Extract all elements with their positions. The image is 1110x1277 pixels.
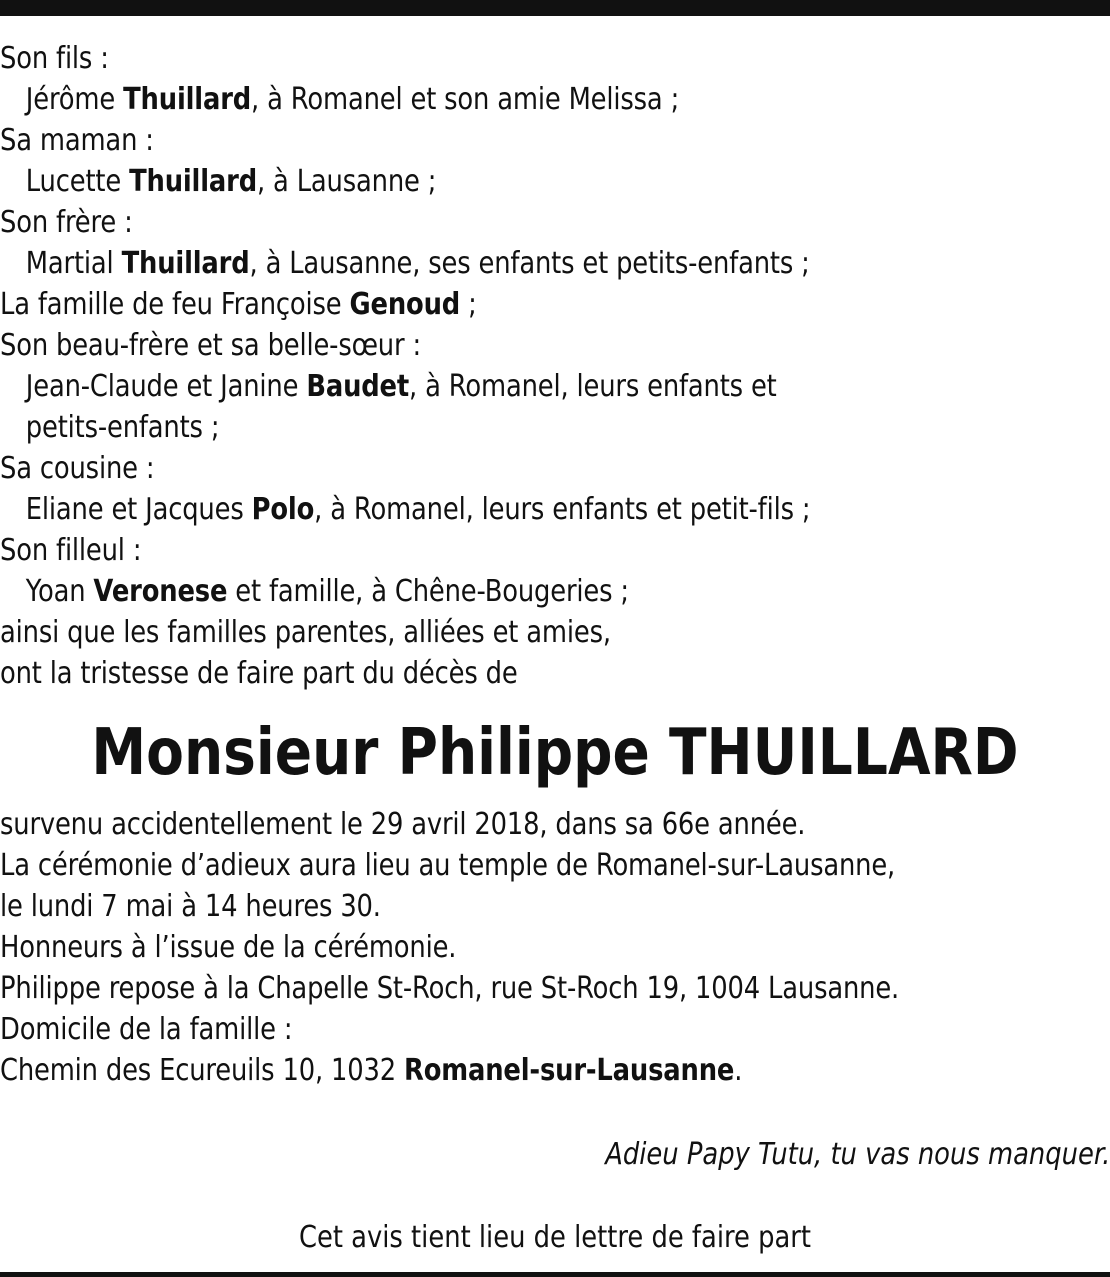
inlaws-first-names: Jean-Claude et Janine xyxy=(25,369,299,404)
godson-surname: Veronese xyxy=(93,574,228,609)
mother-first-name: Lucette xyxy=(25,164,122,199)
son-first-name: Jérôme xyxy=(25,82,116,117)
late-family-surname: Genoud xyxy=(349,287,461,322)
cousin-details: , à Romanel, leurs enfants et petit-fils ; xyxy=(314,492,811,527)
mother-surname: Thuillard xyxy=(129,164,257,199)
inlaws-label: Son beau-frère et sa belle-sœur : xyxy=(0,328,421,363)
inlaws-details: , à Romanel, leurs enfants et xyxy=(409,369,777,404)
inlaws-entry-continued: petits-enfants ; xyxy=(25,410,220,445)
cousin-label: Sa cousine : xyxy=(0,451,155,486)
ceremony-date: le lundi 7 mai à 14 heures 30. xyxy=(0,889,381,924)
cousin-surname: Polo xyxy=(251,492,315,527)
son-surname: Thuillard xyxy=(123,82,252,117)
address-end: . xyxy=(734,1053,743,1088)
godson-entry xyxy=(0,571,955,612)
cousin-first-names: Eliane et Jacques xyxy=(25,492,244,527)
godson-label: Son filleul : xyxy=(0,533,142,568)
brother-details: , à Lausanne, ses enfants et petits-enfants ; xyxy=(249,246,810,281)
announce-line: ont la tristesse de faire part du décès de xyxy=(0,656,518,691)
notice-line: Cet avis tient lieu de lettre de faire part xyxy=(298,1220,812,1255)
late-family-prefix: La famille de feu Françoise xyxy=(0,287,342,322)
brother-first-name: Martial xyxy=(25,246,114,281)
death-line: survenu accidentellement le 29 avril 2018, dans sa 66e année. xyxy=(0,807,806,842)
domicile-label: Domicile de la famille : xyxy=(0,1012,293,1047)
godson-first-name: Yoan xyxy=(25,574,86,609)
brother-label: Son frère : xyxy=(0,205,133,240)
cousin-entry xyxy=(0,489,955,530)
late-family-end: ; xyxy=(460,287,477,322)
brother-surname: Thuillard xyxy=(121,246,250,281)
deceased-name: Monsieur Philippe THUILLARD xyxy=(91,716,1019,790)
rest-line: Philippe repose à la Chapelle St-Roch, rue St-Roch 19, 1004 Lausanne. xyxy=(0,971,900,1006)
farewell-message: Adieu Papy Tutu, tu vas nous manquer. xyxy=(604,1137,1110,1172)
address-city: Romanel-sur-Lausanne xyxy=(404,1053,735,1088)
address-street: Chemin des Ecureuils 10, 1032 xyxy=(0,1053,396,1088)
son-entry xyxy=(0,79,955,120)
late-family-entry xyxy=(0,284,955,325)
inlaws-surname: Baudet xyxy=(306,369,410,404)
bottom-rule xyxy=(0,1272,1110,1277)
address-line xyxy=(0,1050,955,1091)
mother-label: Sa maman : xyxy=(0,123,154,158)
others-line: ainsi que les familles parentes, alliées et amies, xyxy=(0,615,611,650)
brother-entry xyxy=(0,243,955,284)
honours-line: Honneurs à l’issue de la cérémonie. xyxy=(0,930,457,965)
ceremony-line: La cérémonie d’adieux aura lieu au temple de Romanel-sur-Lausanne, xyxy=(0,848,896,883)
ceremony-details xyxy=(0,804,955,1091)
top-rule xyxy=(0,0,1110,16)
son-details: , à Romanel et son amie Melissa ; xyxy=(251,82,680,117)
inlaws-entry xyxy=(0,366,955,407)
mother-details: , à Lausanne ; xyxy=(256,164,437,199)
mother-entry xyxy=(0,161,955,202)
son-label: Son fils : xyxy=(0,41,109,76)
godson-details: et famille, à Chêne-Bougeries ; xyxy=(227,574,629,609)
family-list xyxy=(0,38,955,694)
